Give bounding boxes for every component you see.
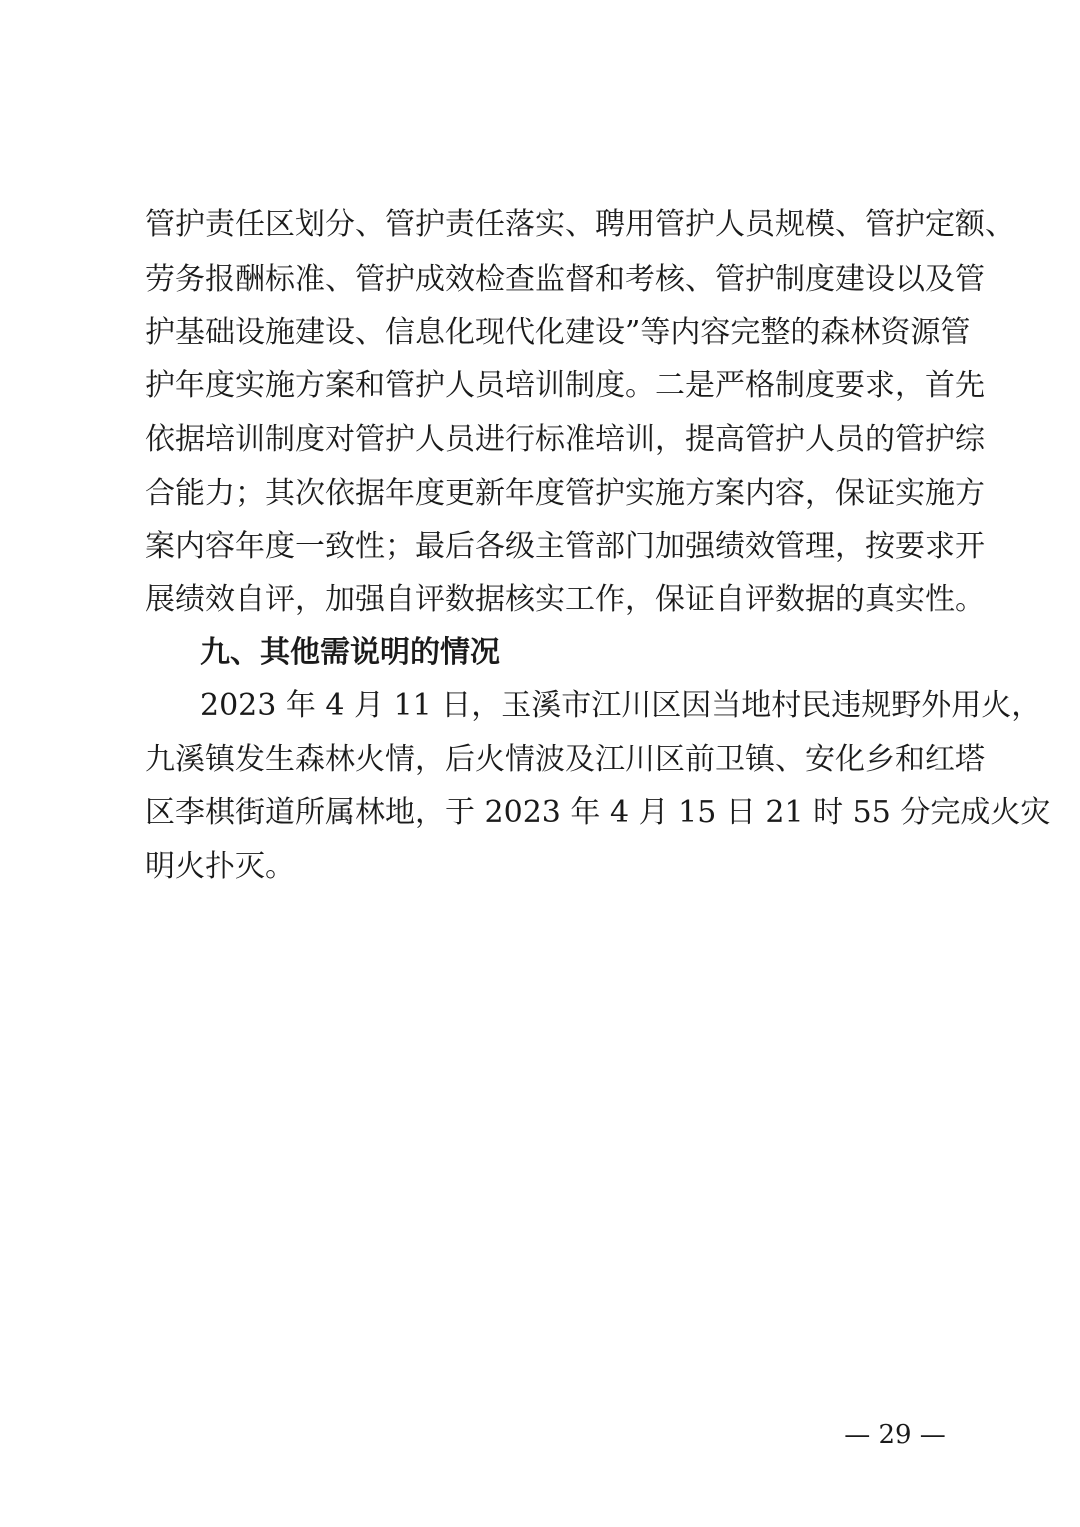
section-heading: 九、其他需说明的情况 <box>200 635 500 670</box>
paragraph-line: 案内容年度一致性；最后各级主管部门加强绩效管理，按要求开 <box>145 529 985 564</box>
page-number: — 29 — <box>844 1420 946 1450</box>
paragraph-line: 展绩效自评，加强自评数据核实工作，保证自评数据的真实性。 <box>145 582 985 617</box>
paragraph-line: 护年度实施方案和管护人员培训制度。二是严格制度要求，首先 <box>145 368 985 403</box>
paragraph-line: 合能力；其次依据年度更新年度管护实施方案内容，保证实施方 <box>145 476 985 511</box>
paragraph-line: 护基础设施建设、信息化现代化建设”等内容完整的森林资源管 <box>145 315 971 350</box>
paragraph-line: 劳务报酬标准、管护成效检查监督和考核、管护制度建设以及管 <box>145 262 985 297</box>
paragraph-line: 管护责任区划分、管护责任落实、聘用管护人员规模、管护定额、 <box>145 207 1015 242</box>
paragraph-line: 区李棋街道所属林地，于 2023 年 4 月 15 日 21 时 55 分完成火灾 <box>145 795 1051 830</box>
paragraph-line: 2023 年 4 月 11 日，玉溪市江川区因当地村民违规野外用火， <box>200 688 1042 723</box>
paragraph-line: 明火扑灭。 <box>145 849 295 884</box>
paragraph-line: 九溪镇发生森林火情，后火情波及江川区前卫镇、安化乡和红塔 <box>145 742 985 777</box>
paragraph-line: 依据培训制度对管护人员进行标准培训，提高管护人员的管护综 <box>145 422 985 457</box>
